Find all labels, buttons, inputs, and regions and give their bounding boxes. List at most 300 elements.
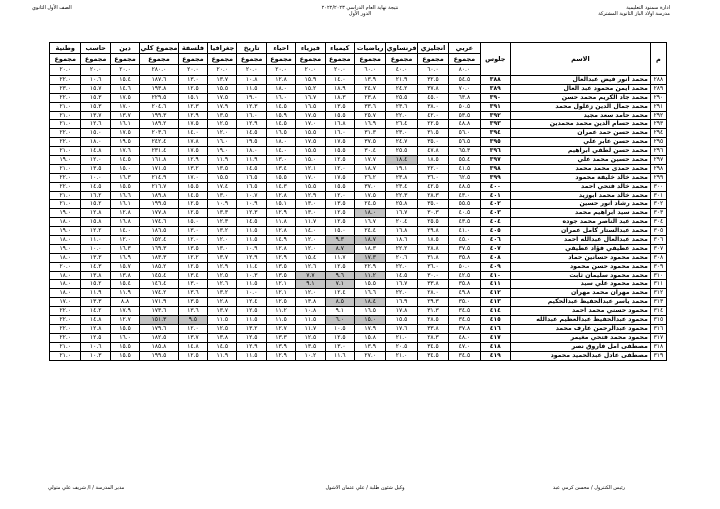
score-cell: ١٢.٠	[296, 236, 325, 245]
score-cell: ١٦.٠	[237, 111, 266, 120]
score-cell: ٣٤.٥	[449, 307, 480, 316]
score-cell-failing: ٩.٦	[325, 271, 354, 280]
score-cell: ١٣.٠	[208, 191, 237, 200]
table-row	[50, 173, 667, 182]
score-cell: ٢٢.٠	[50, 76, 81, 85]
score-cell: ٢٢.٠	[50, 182, 81, 191]
score-cell: ٢١.٠	[50, 191, 81, 200]
score-cell: ٣٥.٠	[417, 138, 448, 147]
score-cell: ١١.٠	[81, 236, 110, 245]
row-index: ٢٩٦	[650, 147, 666, 156]
score-cell: ٢٥.٨	[386, 200, 417, 209]
seat-number: ٤١٤	[480, 307, 510, 316]
score-cell: ١٦.٢	[81, 191, 110, 200]
score-cell: ٢١.٠	[50, 200, 81, 209]
score-cell: ١٣.٨	[110, 271, 139, 280]
score-cell: ١٩٩.٣	[140, 111, 178, 120]
score-cell: ٣٨.٠	[417, 102, 448, 111]
seat-number: ٤٠٢	[480, 200, 510, 209]
student-name: محمد حسن لطفي ابراهيم	[510, 147, 650, 156]
score-cell: ١٦.٦	[110, 191, 139, 200]
score-cell: ١٠.٩	[237, 244, 266, 253]
max-score-cell: ٢٠.٠	[110, 65, 139, 76]
score-cell: ١٦.١	[110, 200, 139, 209]
score-cell: ٢٠٣.٦	[140, 129, 178, 138]
score-cell: ١٥.٤	[110, 76, 139, 85]
score-cell: ٢٣١.٤	[140, 147, 178, 156]
score-cell: ١٢.٥	[325, 218, 354, 227]
score-cell: ١٦.٧	[386, 280, 417, 289]
score-cell: ١٦.٨	[325, 120, 354, 129]
score-cell: ٣٣.٨	[417, 324, 448, 333]
score-cell: ١٧.٠	[296, 173, 325, 182]
score-cell: ١٣.٢	[178, 164, 207, 173]
score-cell: ٣٥.٠	[417, 200, 448, 209]
score-cell: ١٧٤.٢	[140, 289, 178, 298]
table-row	[50, 129, 667, 138]
score-cell: ٣٠.٤	[354, 147, 385, 156]
score-cell: ١٨.٥	[417, 156, 448, 165]
score-cell: ١٧.٦	[110, 147, 139, 156]
score-cell: ٢٣.٦	[386, 102, 417, 111]
table-row	[50, 191, 667, 200]
score-cell: ١٢.٥	[266, 298, 295, 307]
row-index: ٣٠٨	[650, 253, 666, 262]
score-cell: ١٥.٥	[325, 111, 354, 120]
score-cell: ١٦٩.٣	[140, 244, 178, 253]
student-name: محمد عبدالعال عبدالله احمد	[510, 236, 650, 245]
score-cell: ٤٧.٠	[449, 342, 480, 351]
score-cell: ٤٠.٥	[449, 209, 480, 218]
score-cell: ٢٩.٣	[417, 298, 448, 307]
student-name: محمد جاد الكريم محمد حسن	[510, 93, 650, 102]
score-cell: ١٢.٨	[266, 227, 295, 236]
score-cell: ٢٥.٥	[386, 147, 417, 156]
school-district: ادارة سمنود التعليمية	[626, 5, 670, 11]
table-row	[50, 138, 667, 147]
score-cell: ١٠.٠	[237, 289, 266, 298]
student-name: محمد محمود سليمان ثابت	[510, 271, 650, 280]
score-cell: ٥٥.٤	[449, 156, 480, 165]
score-cell: ١٢.٩	[237, 120, 266, 129]
score-cell: ١٦.٥	[237, 173, 266, 182]
score-cell: ٣٣.٨	[417, 280, 448, 289]
score-cell: ١٧.٥	[354, 191, 385, 200]
col-sum-label: مجموع	[417, 54, 448, 65]
score-cell: ٢٢.٠	[50, 93, 81, 102]
table-row	[50, 93, 667, 102]
score-cell: ١١.٥	[237, 316, 266, 325]
score-cell: ٢٤٢.٤	[140, 138, 178, 147]
max-score-cell: ٢٠.٠	[208, 65, 237, 76]
score-cell: ١٢.٩	[178, 111, 207, 120]
seat-number: ٤٠٨	[480, 253, 510, 262]
score-cell: ١٦.٠	[325, 129, 354, 138]
score-cell: ٢٠.٠	[50, 262, 81, 271]
score-cell: ١٩.٠	[50, 209, 81, 218]
max-score-cell: ٢٠.٠	[81, 65, 110, 76]
seat-number: ٣٨٩	[480, 84, 510, 93]
score-cell: ١٨.٧	[354, 164, 385, 173]
col-subject-header: تاريخ	[237, 43, 266, 54]
student-name: محمد خالد فتحي احمد	[510, 182, 650, 191]
score-cell: ١٤.٣	[266, 182, 295, 191]
score-cell: ١٤.٥	[266, 120, 295, 129]
score-cell: ١٣.٧	[208, 253, 237, 262]
score-cell: ١١.٩	[208, 156, 237, 165]
table-row	[50, 236, 667, 245]
score-cell: ١٣.٧	[81, 111, 110, 120]
score-cell: ١٣.٥	[178, 298, 207, 307]
col-subject-header: انجليزي	[417, 43, 448, 54]
score-cell: ٦٣.٨	[449, 93, 480, 102]
score-cell: ٣٤.٥	[417, 342, 448, 351]
score-cell: ١٢.٣	[237, 102, 266, 111]
score-cell: ١٢.١	[296, 164, 325, 173]
table-row	[50, 84, 667, 93]
score-cell: ١١.٧	[296, 218, 325, 227]
result-title-line2: الدور الأول	[348, 11, 372, 17]
score-cell: ٣٧.٥	[354, 138, 385, 147]
student-name: محمد حسين محمد علي	[510, 156, 650, 165]
score-cell: ٢٨.٥	[417, 316, 448, 325]
score-cell: ١٣.٥	[296, 342, 325, 351]
score-cell: ١٣.٥	[266, 271, 295, 280]
score-cell: ١٧.٥	[178, 120, 207, 129]
table-row	[50, 342, 667, 351]
score-cell: ٢٢.٩	[354, 262, 385, 271]
score-cell: ١٢.٥	[208, 120, 237, 129]
score-cell: ٧٠.٠	[449, 84, 480, 93]
score-cell: ٣١.٣	[354, 129, 385, 138]
score-cell-failing: ٧.٧	[296, 271, 325, 280]
score-cell: ١٨٩.٨	[140, 191, 178, 200]
score-cell: ١٧.٠	[110, 102, 139, 111]
score-cell: ١٢.٩	[266, 253, 295, 262]
seat-number: ٣٩٦	[480, 147, 510, 156]
score-cell: ١٣.٠	[178, 76, 207, 85]
seat-number: ٤١٣	[480, 298, 510, 307]
score-cell: ١٦.١	[110, 120, 139, 129]
score-cell: ١١.٨	[266, 218, 295, 227]
score-cell: ١٤.٥	[237, 218, 266, 227]
score-cell: ١٧.٥	[178, 147, 207, 156]
score-cell: ١٢.٩	[237, 253, 266, 262]
score-cell: ١٥.٥	[296, 147, 325, 156]
score-cell: ١٤.٨	[81, 147, 110, 156]
score-cell: ١٨.٣	[354, 244, 385, 253]
score-cell: ١٠.٧	[237, 191, 266, 200]
table-row	[50, 102, 667, 111]
score-cell: ٤٥.٠	[449, 236, 480, 245]
score-cell: ١٣.٠	[296, 209, 325, 218]
score-cell: ٥٦.٠	[449, 129, 480, 138]
student-name: محمد خالد خليفة محمود	[510, 173, 650, 182]
score-cell: ١٥.٨	[354, 333, 385, 342]
table-row	[50, 262, 667, 271]
score-cell: ١٤.٦	[110, 84, 139, 93]
score-cell: ٢٣.٨	[354, 93, 385, 102]
table-row	[50, 147, 667, 156]
school-name: مدرسة اولاد الباز الثانوية المشتركة	[598, 11, 670, 17]
grade-label: الصف الأول الثانوي	[32, 5, 72, 11]
score-cell: ١١.٥	[296, 316, 325, 325]
row-index: ٣٠٠	[650, 182, 666, 191]
score-cell: ١٩.١	[386, 164, 417, 173]
seat-number: ٤١٦	[480, 324, 510, 333]
score-cell: ١٨.٠	[50, 271, 81, 280]
score-cell-failing: ٩.٣	[325, 236, 354, 245]
table-row	[50, 316, 667, 325]
score-cell: ٢٤.٧	[386, 138, 417, 147]
score-cell: ١٨.٩	[325, 84, 354, 93]
grades-table	[49, 42, 667, 361]
col-sum-label: مجموع	[237, 54, 266, 65]
score-cell: ١٥.٥	[325, 147, 354, 156]
score-cell: ٢٥.٥	[417, 218, 448, 227]
max-score-cell: ٤٠.٠	[386, 65, 417, 76]
score-cell: ١٣.٧	[208, 307, 237, 316]
footer-control-head: رئيس الكنترول / محسن كرمي عبد	[552, 485, 625, 491]
score-cell: ١١.٥	[208, 316, 237, 325]
col-subject-header: فيزياء	[296, 43, 325, 54]
score-cell: ١٥.١	[266, 200, 295, 209]
score-cell: ٢٢.٠	[50, 316, 81, 325]
seat-number: ٤٠٣	[480, 209, 510, 218]
col-subject-header: مجموع كلي	[140, 44, 178, 52]
score-cell: ١٢.٠	[178, 236, 207, 245]
score-cell: ١٢.٩	[266, 209, 295, 218]
score-cell: ١٥.٥	[354, 280, 385, 289]
score-cell: ٥٠.٥	[449, 102, 480, 111]
footer-principal: مدير المدرسة / ا/ شريف علي متولي	[48, 485, 125, 491]
score-cell: ١٥.٥	[110, 324, 139, 333]
score-cell: ١٠.٢	[296, 351, 325, 360]
score-cell: ٢٩.٨	[417, 227, 448, 236]
score-cell: ١٧.٠	[296, 120, 325, 129]
score-cell: ١٢.٤	[237, 298, 266, 307]
score-cell: ٢٢.٠	[386, 111, 417, 120]
score-cell: ١١.٥	[237, 236, 266, 245]
score-cell: ١٦.٩	[354, 120, 385, 129]
score-cell: ١٣.٥	[81, 164, 110, 173]
student-name: محمد عبد الناصر محمد جوده	[510, 218, 650, 227]
score-cell: ١٥.٤	[110, 280, 139, 289]
score-cell: ١٩.٠	[50, 156, 81, 165]
score-cell: ١٨٢.٥	[140, 333, 178, 342]
row-index: ٣١١	[650, 280, 666, 289]
score-cell-failing: ١٥١.٣	[140, 316, 178, 325]
seat-number: ٣٩٢	[480, 111, 510, 120]
score-cell: ١٤.٨	[81, 316, 110, 325]
score-cell: ١٤.٥	[110, 156, 139, 165]
score-cell: ٣٤.٥	[449, 351, 480, 360]
score-cell: ١٦.٥	[237, 182, 266, 191]
col-name-header: الاسم	[510, 43, 650, 76]
score-cell: ١٣.٥	[178, 244, 207, 253]
score-cell: ١٩٩.٥	[140, 351, 178, 360]
score-cell: ٣١.٥	[417, 129, 448, 138]
score-cell: ٣٥.٠	[449, 298, 480, 307]
score-cell: ٢٠٤.٦	[140, 102, 178, 111]
score-cell: ٢٢٩.٥	[140, 93, 178, 102]
table-row	[50, 307, 667, 316]
score-cell: ١١.٩	[81, 289, 110, 298]
student-name: محمود عبدالرحمن عارف محمد	[510, 324, 650, 333]
score-cell: ٢١.٠	[50, 342, 81, 351]
student-name: محمد محمود علي سيد	[510, 280, 650, 289]
score-cell: ١٢.٩	[296, 191, 325, 200]
score-cell: ١٢.٨	[266, 76, 295, 85]
score-cell: ٢١.٠	[50, 120, 81, 129]
score-cell: ٣٧.٨	[449, 324, 480, 333]
score-cell: ١٥.٤	[296, 253, 325, 262]
score-cell: ١٥.٧	[110, 262, 139, 271]
score-cell: ١٥.٠	[81, 129, 110, 138]
score-cell: ١٧.٥	[110, 129, 139, 138]
score-cell: ١٩.٠	[237, 93, 266, 102]
score-cell: ١٣.٠	[296, 200, 325, 209]
student-name: محمد ايمن محمود عبد العال	[510, 84, 650, 93]
score-cell: ٣٥.٨	[449, 253, 480, 262]
score-cell: ١٢.٨	[208, 298, 237, 307]
score-cell: ١٣.٠	[266, 156, 295, 165]
score-cell: ٣٠.٠	[417, 271, 448, 280]
score-cell: ١٥.٠	[325, 227, 354, 236]
score-cell: ٣٧.٨	[417, 84, 448, 93]
seat-number: ٤٠٠	[480, 182, 510, 191]
score-cell: ١٦.٨	[386, 227, 417, 236]
seat-number: ٤٠٤	[480, 218, 510, 227]
score-cell: ١٢.٧	[110, 316, 139, 325]
score-cell: ١٣.٠	[178, 280, 207, 289]
score-cell: ٢٠.٦	[386, 253, 417, 262]
footer-affairs-agent: وكيل شئون طلبة / علي عثمان الاشول	[325, 485, 405, 491]
seat-number: ٣٩١	[480, 102, 510, 111]
score-cell: ١٥.٩	[266, 111, 295, 120]
student-name: محمود محمد فتحي مغيمر	[510, 333, 650, 342]
student-name: محمد محمود حسن محمود	[510, 262, 650, 271]
score-cell: ١٦.٩	[110, 253, 139, 262]
score-cell: ١٣.٩	[354, 342, 385, 351]
score-cell: ١٩.٠	[208, 147, 237, 156]
seat-number: ٤١٨	[480, 342, 510, 351]
score-cell: ١١.٩	[208, 351, 237, 360]
score-cell: ١٢.٥	[81, 333, 110, 342]
score-cell: ١١.٦	[325, 351, 354, 360]
student-name: محمد حسن عابر علي	[510, 138, 650, 147]
score-cell: ١١.٥	[266, 316, 295, 325]
score-cell: ١٨٧.٦	[140, 76, 178, 85]
score-cell: ١٨.٠	[237, 147, 266, 156]
row-index: ٣١٠	[650, 271, 666, 280]
score-cell: ١٨.٠	[50, 253, 81, 262]
score-cell: ١٤.٠	[325, 76, 354, 85]
student-name: محمد حمدى محمد محمد	[510, 164, 650, 173]
score-cell: ١١.٧	[325, 253, 354, 262]
score-cell: ١٥.٢	[81, 200, 110, 209]
score-cell: ٦٢.٥	[449, 173, 480, 182]
score-cell: ٥٤.٥	[449, 76, 480, 85]
score-cell: ١٠.٣	[81, 351, 110, 360]
header-row	[50, 43, 667, 54]
row-index: ٢٩٧	[650, 156, 666, 165]
score-cell: ١٨.٦	[386, 236, 417, 245]
score-cell: ٢٨.٣	[417, 191, 448, 200]
score-cell: ١٥.٢	[81, 280, 110, 289]
score-cell: ١١.٥	[237, 227, 266, 236]
score-cell: ١٢.٠	[81, 156, 110, 165]
score-cell: ١٦.٧	[296, 93, 325, 102]
score-cell: ٣١.٣	[417, 307, 448, 316]
score-cell: ٣٦.٠	[417, 173, 448, 182]
score-cell: ١٥.٣	[81, 93, 110, 102]
score-cell: ١٣.٧	[208, 76, 237, 85]
score-cell: ١٩.٠	[50, 244, 81, 253]
score-cell: ١٤٥.٤	[140, 271, 178, 280]
score-cell: ٤٣.٥	[449, 218, 480, 227]
score-cell: ٣١.٨	[417, 253, 448, 262]
row-index: ٣٠٧	[650, 244, 666, 253]
score-cell: ١٢.٧	[266, 324, 295, 333]
score-cell: ١٨.٠	[81, 138, 110, 147]
score-cell: ٢٣.٠	[386, 129, 417, 138]
score-cell: ١١.٥	[237, 351, 266, 360]
seat-number: ٤١٧	[480, 333, 510, 342]
score-cell: ٤٣.٠	[449, 191, 480, 200]
score-cell: ١٥.٧	[81, 84, 110, 93]
score-cell: ١٣.٥	[208, 164, 237, 173]
seat-number: ٤١٢	[480, 289, 510, 298]
score-cell: ١٤.٥	[178, 191, 207, 200]
score-cell: ٢٤.٤	[354, 227, 385, 236]
max-score-cell: ٨٠.٠	[449, 65, 480, 76]
col-sum-label: مجموع	[81, 54, 110, 65]
score-cell: ١٤.٢	[81, 307, 110, 316]
col-subject-header: احياء	[266, 43, 295, 54]
score-cell: ٤٥.٠	[417, 93, 448, 102]
score-cell: ١٥.٠	[296, 156, 325, 165]
score-cell: ١٢.٠	[325, 164, 354, 173]
seat-number: ٣٩٨	[480, 164, 510, 173]
score-cell-failing: ١٨.٤	[386, 156, 417, 165]
score-cell: ١٨.٠	[50, 280, 81, 289]
score-cell-failing: ٨.٥	[325, 298, 354, 307]
score-cell: ٣٦.٠	[417, 262, 448, 271]
score-cell: ١٦.٦	[354, 289, 385, 298]
score-cell: ١٣.٩	[354, 76, 385, 85]
seat-number: ٣٩٩	[480, 173, 510, 182]
table-row	[50, 111, 667, 120]
score-cell: ١٣.٠	[325, 342, 354, 351]
score-cell: ١٢.٥	[325, 209, 354, 218]
score-cell: ١٣.٩	[266, 342, 295, 351]
score-cell: ١٢.٩	[266, 351, 295, 360]
table-row	[50, 156, 667, 165]
score-cell-failing: ١٨.٤	[354, 298, 385, 307]
seat-number: ٣٩٠	[480, 93, 510, 102]
score-cell: ١٣.٨	[296, 298, 325, 307]
score-cell: ١٧.٩	[110, 307, 139, 316]
score-cell: ١٢.٨	[81, 324, 110, 333]
student-name: محمد انور فيض عبدالعال	[510, 76, 650, 85]
seat-number: ٤١٥	[480, 316, 510, 325]
score-cell: ١٣.٢	[237, 324, 266, 333]
score-cell: ١٤.٠	[266, 147, 295, 156]
score-cell: ١٢.٨	[110, 209, 139, 218]
score-cell: ١٢.٥	[325, 262, 354, 271]
score-cell: ١١.٥	[237, 280, 266, 289]
